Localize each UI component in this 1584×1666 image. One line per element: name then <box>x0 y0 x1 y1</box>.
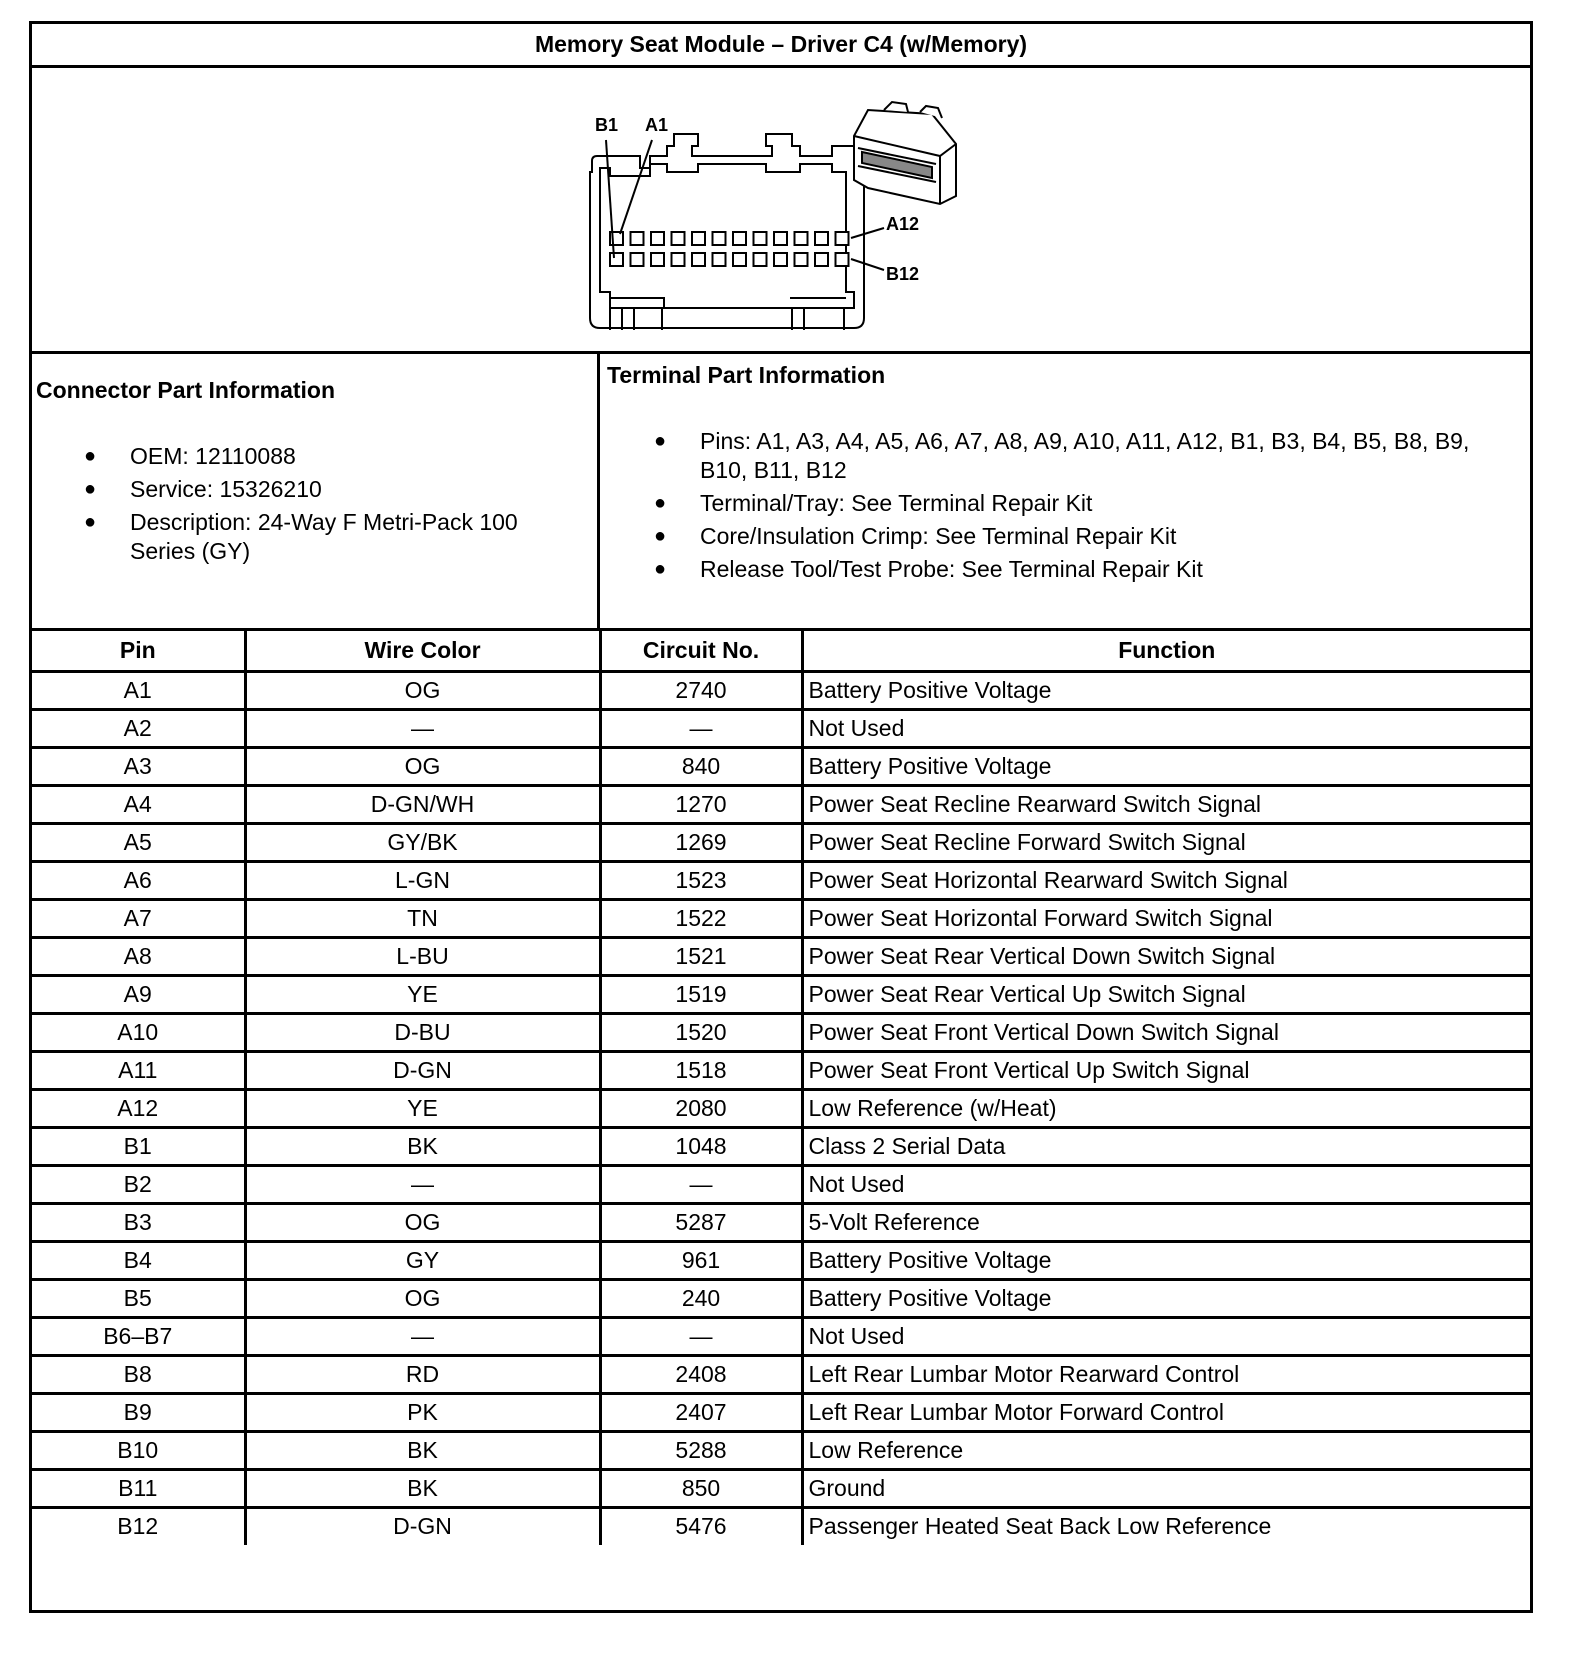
bullet-icon: ● <box>84 478 97 500</box>
pin-cavity <box>733 232 746 245</box>
cell-circuit-no: — <box>600 1165 802 1203</box>
cell-function: Battery Positive Voltage <box>802 1279 1530 1317</box>
cell-pin: B5 <box>32 1279 245 1317</box>
connector-diagram-panel <box>32 68 1530 354</box>
cell-circuit-no: 2408 <box>600 1355 802 1393</box>
cell-function: Left Rear Lumbar Motor Rearward Control <box>802 1355 1530 1393</box>
pinout-table <box>32 631 1530 1545</box>
connector-info-heading: Connector Part Information <box>36 377 336 403</box>
list-item: ● Service: 15326210 <box>84 476 322 502</box>
cell-circuit-no: — <box>600 1317 802 1355</box>
document-title: Memory Seat Module – Driver C4 (w/Memory) <box>32 24 1530 68</box>
cell-circuit-no: 850 <box>600 1469 802 1507</box>
list-item: ● Release Tool/Test Probe: See Terminal Repair Kit <box>654 556 1203 582</box>
cell-circuit-no: 1522 <box>600 899 802 937</box>
label-b12: B12 <box>886 264 920 284</box>
pin-cavity <box>651 253 664 266</box>
table-row <box>32 1355 1530 1393</box>
cell-function: Low Reference <box>802 1431 1530 1469</box>
table-row <box>32 1393 1530 1431</box>
table-row <box>32 1431 1530 1469</box>
table-row <box>32 899 1530 937</box>
cell-pin: B12 <box>32 1507 245 1545</box>
cell-pin: A12 <box>32 1089 245 1127</box>
column-header-function: Function <box>802 631 1530 671</box>
table-row <box>32 937 1530 975</box>
cell-pin: B10 <box>32 1431 245 1469</box>
cell-circuit-no: 2407 <box>600 1393 802 1431</box>
pin-cavity <box>651 232 664 245</box>
cell-function: Battery Positive Voltage <box>802 671 1530 709</box>
cell-circuit-no: 2740 <box>600 671 802 709</box>
label-a12: A12 <box>886 214 920 234</box>
cell-function: Left Rear Lumbar Motor Forward Control <box>802 1393 1530 1431</box>
cell-pin: B4 <box>32 1241 245 1279</box>
cell-wire-color: BK <box>245 1127 600 1165</box>
table-row <box>32 1013 1530 1051</box>
pin-cavity <box>692 232 705 245</box>
cell-pin: B6–B7 <box>32 1317 245 1355</box>
terminal-info-heading: Terminal Part Information <box>607 362 886 388</box>
bullet-icon: ● <box>84 511 97 533</box>
table-row <box>32 671 1530 709</box>
cell-pin: A11 <box>32 1051 245 1089</box>
cell-circuit-no: 5287 <box>600 1203 802 1241</box>
pin-cavity <box>795 232 808 245</box>
cell-pin: A9 <box>32 975 245 1013</box>
cell-wire-color: OG <box>245 1203 600 1241</box>
cell-wire-color: TN <box>245 899 600 937</box>
pin-cavity <box>774 232 787 245</box>
part-information-panel <box>32 354 1530 631</box>
pin-row-a <box>610 232 849 245</box>
list-item: ● OEM: 12110088 <box>84 443 296 469</box>
connector-end-view-document <box>29 21 1533 1613</box>
cell-circuit-no: 5476 <box>600 1507 802 1545</box>
cell-function: Not Used <box>802 709 1530 747</box>
cell-function: Low Reference (w/Heat) <box>802 1089 1530 1127</box>
cell-wire-color: YE <box>245 975 600 1013</box>
pin-cavity <box>815 253 828 266</box>
cell-pin: A7 <box>32 899 245 937</box>
cell-circuit-no: 1048 <box>600 1127 802 1165</box>
cell-function: Power Seat Horizontal Forward Switch Signal <box>802 899 1530 937</box>
table-row <box>32 975 1530 1013</box>
table-row <box>32 1089 1530 1127</box>
cell-circuit-no: — <box>600 709 802 747</box>
table-row <box>32 1507 1530 1545</box>
cell-wire-color: L-BU <box>245 937 600 975</box>
cell-pin: A5 <box>32 823 245 861</box>
pin-cavity <box>672 232 685 245</box>
cell-wire-color: — <box>245 1317 600 1355</box>
cell-pin: B1 <box>32 1127 245 1165</box>
table-row <box>32 861 1530 899</box>
cell-wire-color: L-GN <box>245 861 600 899</box>
cell-circuit-no: 840 <box>600 747 802 785</box>
cell-function: 5-Volt Reference <box>802 1203 1530 1241</box>
pin-cavity <box>754 232 767 245</box>
column-header-pin: Pin <box>32 631 245 671</box>
label-a1: A1 <box>645 115 669 135</box>
cell-pin: A4 <box>32 785 245 823</box>
cell-function: Battery Positive Voltage <box>802 1241 1530 1279</box>
cell-function: Power Seat Recline Rearward Switch Signal <box>802 785 1530 823</box>
cell-wire-color: OG <box>245 671 600 709</box>
pin-cavity <box>836 232 849 245</box>
column-header-circuit-no: Circuit No. <box>600 631 802 671</box>
terminal-info-list <box>654 427 1484 588</box>
pin-cavity <box>836 253 849 266</box>
bullet-icon: ● <box>654 558 667 580</box>
pin-cavity <box>733 253 746 266</box>
pin-cavity <box>774 253 787 266</box>
table-row <box>32 1051 1530 1089</box>
connector-part-information <box>32 354 600 628</box>
cell-function: Power Seat Front Vertical Up Switch Signal <box>802 1051 1530 1089</box>
cell-wire-color: D-BU <box>245 1013 600 1051</box>
cell-pin: B11 <box>32 1469 245 1507</box>
cell-function: Ground <box>802 1469 1530 1507</box>
cell-pin: A6 <box>32 861 245 899</box>
table-row <box>32 1241 1530 1279</box>
pin-cavity <box>815 232 828 245</box>
cell-circuit-no: 240 <box>600 1279 802 1317</box>
pin-cavity <box>692 253 705 266</box>
cell-wire-color: BK <box>245 1431 600 1469</box>
cell-pin: A8 <box>32 937 245 975</box>
cell-pin: B9 <box>32 1393 245 1431</box>
terminal-part-information <box>600 354 1530 628</box>
bullet-icon: ● <box>654 430 667 452</box>
label-b1: B1 <box>595 115 619 135</box>
cell-pin: A3 <box>32 747 245 785</box>
cell-wire-color: — <box>245 709 600 747</box>
cell-function: Passenger Heated Seat Back Low Reference <box>808 1513 1272 1540</box>
pin-cavity <box>795 253 808 266</box>
bullet-icon: ● <box>654 525 667 547</box>
pin-cavity <box>713 253 726 266</box>
list-item: ● Pins: A1, A3, A4, A5, A6, A7, A8, A9, A10, A11, A12, B1, B3, B4, B5, B8, B9, B10, B11, B12 <box>654 428 1470 483</box>
connector-isometric-illustration <box>854 102 956 204</box>
cell-circuit-no: 1521 <box>600 937 802 975</box>
list-item: ● Terminal/Tray: See Terminal Repair Kit <box>654 490 1093 516</box>
cell-circuit-no: 1519 <box>600 975 802 1013</box>
cell-function: Not Used <box>802 1317 1530 1355</box>
cell-pin: B8 <box>32 1355 245 1393</box>
cell-circuit-no: 1269 <box>600 823 802 861</box>
table-row <box>32 1203 1530 1241</box>
list-item: ● Description: 24-Way F Metri-Pack 100 Series (GY) <box>84 509 518 564</box>
column-header-wire-color: Wire Color <box>245 631 600 671</box>
cell-wire-color: RD <box>245 1355 600 1393</box>
cell-function: Power Seat Rear Vertical Down Switch Signal <box>802 937 1530 975</box>
connector-info-list <box>84 442 564 570</box>
table-row <box>32 709 1530 747</box>
cell-pin: B3 <box>32 1203 245 1241</box>
cell-wire-color: BK <box>245 1469 600 1507</box>
cell-wire-color: — <box>245 1165 600 1203</box>
cell-circuit-no: 1520 <box>600 1013 802 1051</box>
table-row <box>32 1127 1530 1165</box>
cell-wire-color: OG <box>245 1279 600 1317</box>
cell-circuit-no: 2080 <box>600 1089 802 1127</box>
pin-cavity <box>631 232 644 245</box>
cell-wire-color: PK <box>245 1393 600 1431</box>
connector-diagram <box>32 68 1530 351</box>
cell-wire-color: YE <box>245 1089 600 1127</box>
pin-cavity <box>672 253 685 266</box>
cell-wire-color: D-GN <box>245 1051 600 1089</box>
table-row <box>32 785 1530 823</box>
cell-pin: A10 <box>32 1013 245 1051</box>
table-row <box>32 1469 1530 1507</box>
table-row <box>32 823 1530 861</box>
pin-cavity <box>610 253 623 266</box>
cell-function: Class 2 Serial Data <box>802 1127 1530 1165</box>
cell-circuit-no: 1270 <box>600 785 802 823</box>
table-row <box>32 1317 1530 1355</box>
cell-function: Power Seat Recline Forward Switch Signal <box>802 823 1530 861</box>
cell-function: Power Seat Horizontal Rearward Switch Signal <box>802 861 1530 899</box>
table-header-row <box>32 631 1530 671</box>
cell-pin: A2 <box>32 709 245 747</box>
cell-wire-color: GY/BK <box>245 823 600 861</box>
bullet-icon: ● <box>84 445 97 467</box>
cell-wire-color: OG <box>245 747 600 785</box>
cell-circuit-no: 5288 <box>600 1431 802 1469</box>
cell-wire-color: GY <box>245 1241 600 1279</box>
cell-wire-color: D-GN <box>245 1507 600 1545</box>
table-row <box>32 1279 1530 1317</box>
pin-cavity <box>631 253 644 266</box>
cell-pin: A1 <box>32 671 245 709</box>
cell-circuit-no: 1518 <box>600 1051 802 1089</box>
bullet-icon: ● <box>654 492 667 514</box>
pin-cavity <box>754 253 767 266</box>
table-row <box>32 1165 1530 1203</box>
cell-pin: B2 <box>32 1165 245 1203</box>
cell-function: Battery Positive Voltage <box>802 747 1530 785</box>
cell-circuit-no: 961 <box>600 1241 802 1279</box>
pin-row-b <box>610 253 849 266</box>
cell-circuit-no: 1523 <box>600 861 802 899</box>
cell-function: Power Seat Rear Vertical Up Switch Signal <box>802 975 1530 1013</box>
pinout-table-body <box>32 671 1530 1545</box>
list-item: ● Core/Insulation Crimp: See Terminal Repair Kit <box>654 523 1177 549</box>
cell-function: Power Seat Front Vertical Down Switch Signal <box>802 1013 1530 1051</box>
table-row <box>32 747 1530 785</box>
cell-wire-color: D-GN/WH <box>245 785 600 823</box>
cell-function: Not Used <box>802 1165 1530 1203</box>
pin-cavity <box>713 232 726 245</box>
